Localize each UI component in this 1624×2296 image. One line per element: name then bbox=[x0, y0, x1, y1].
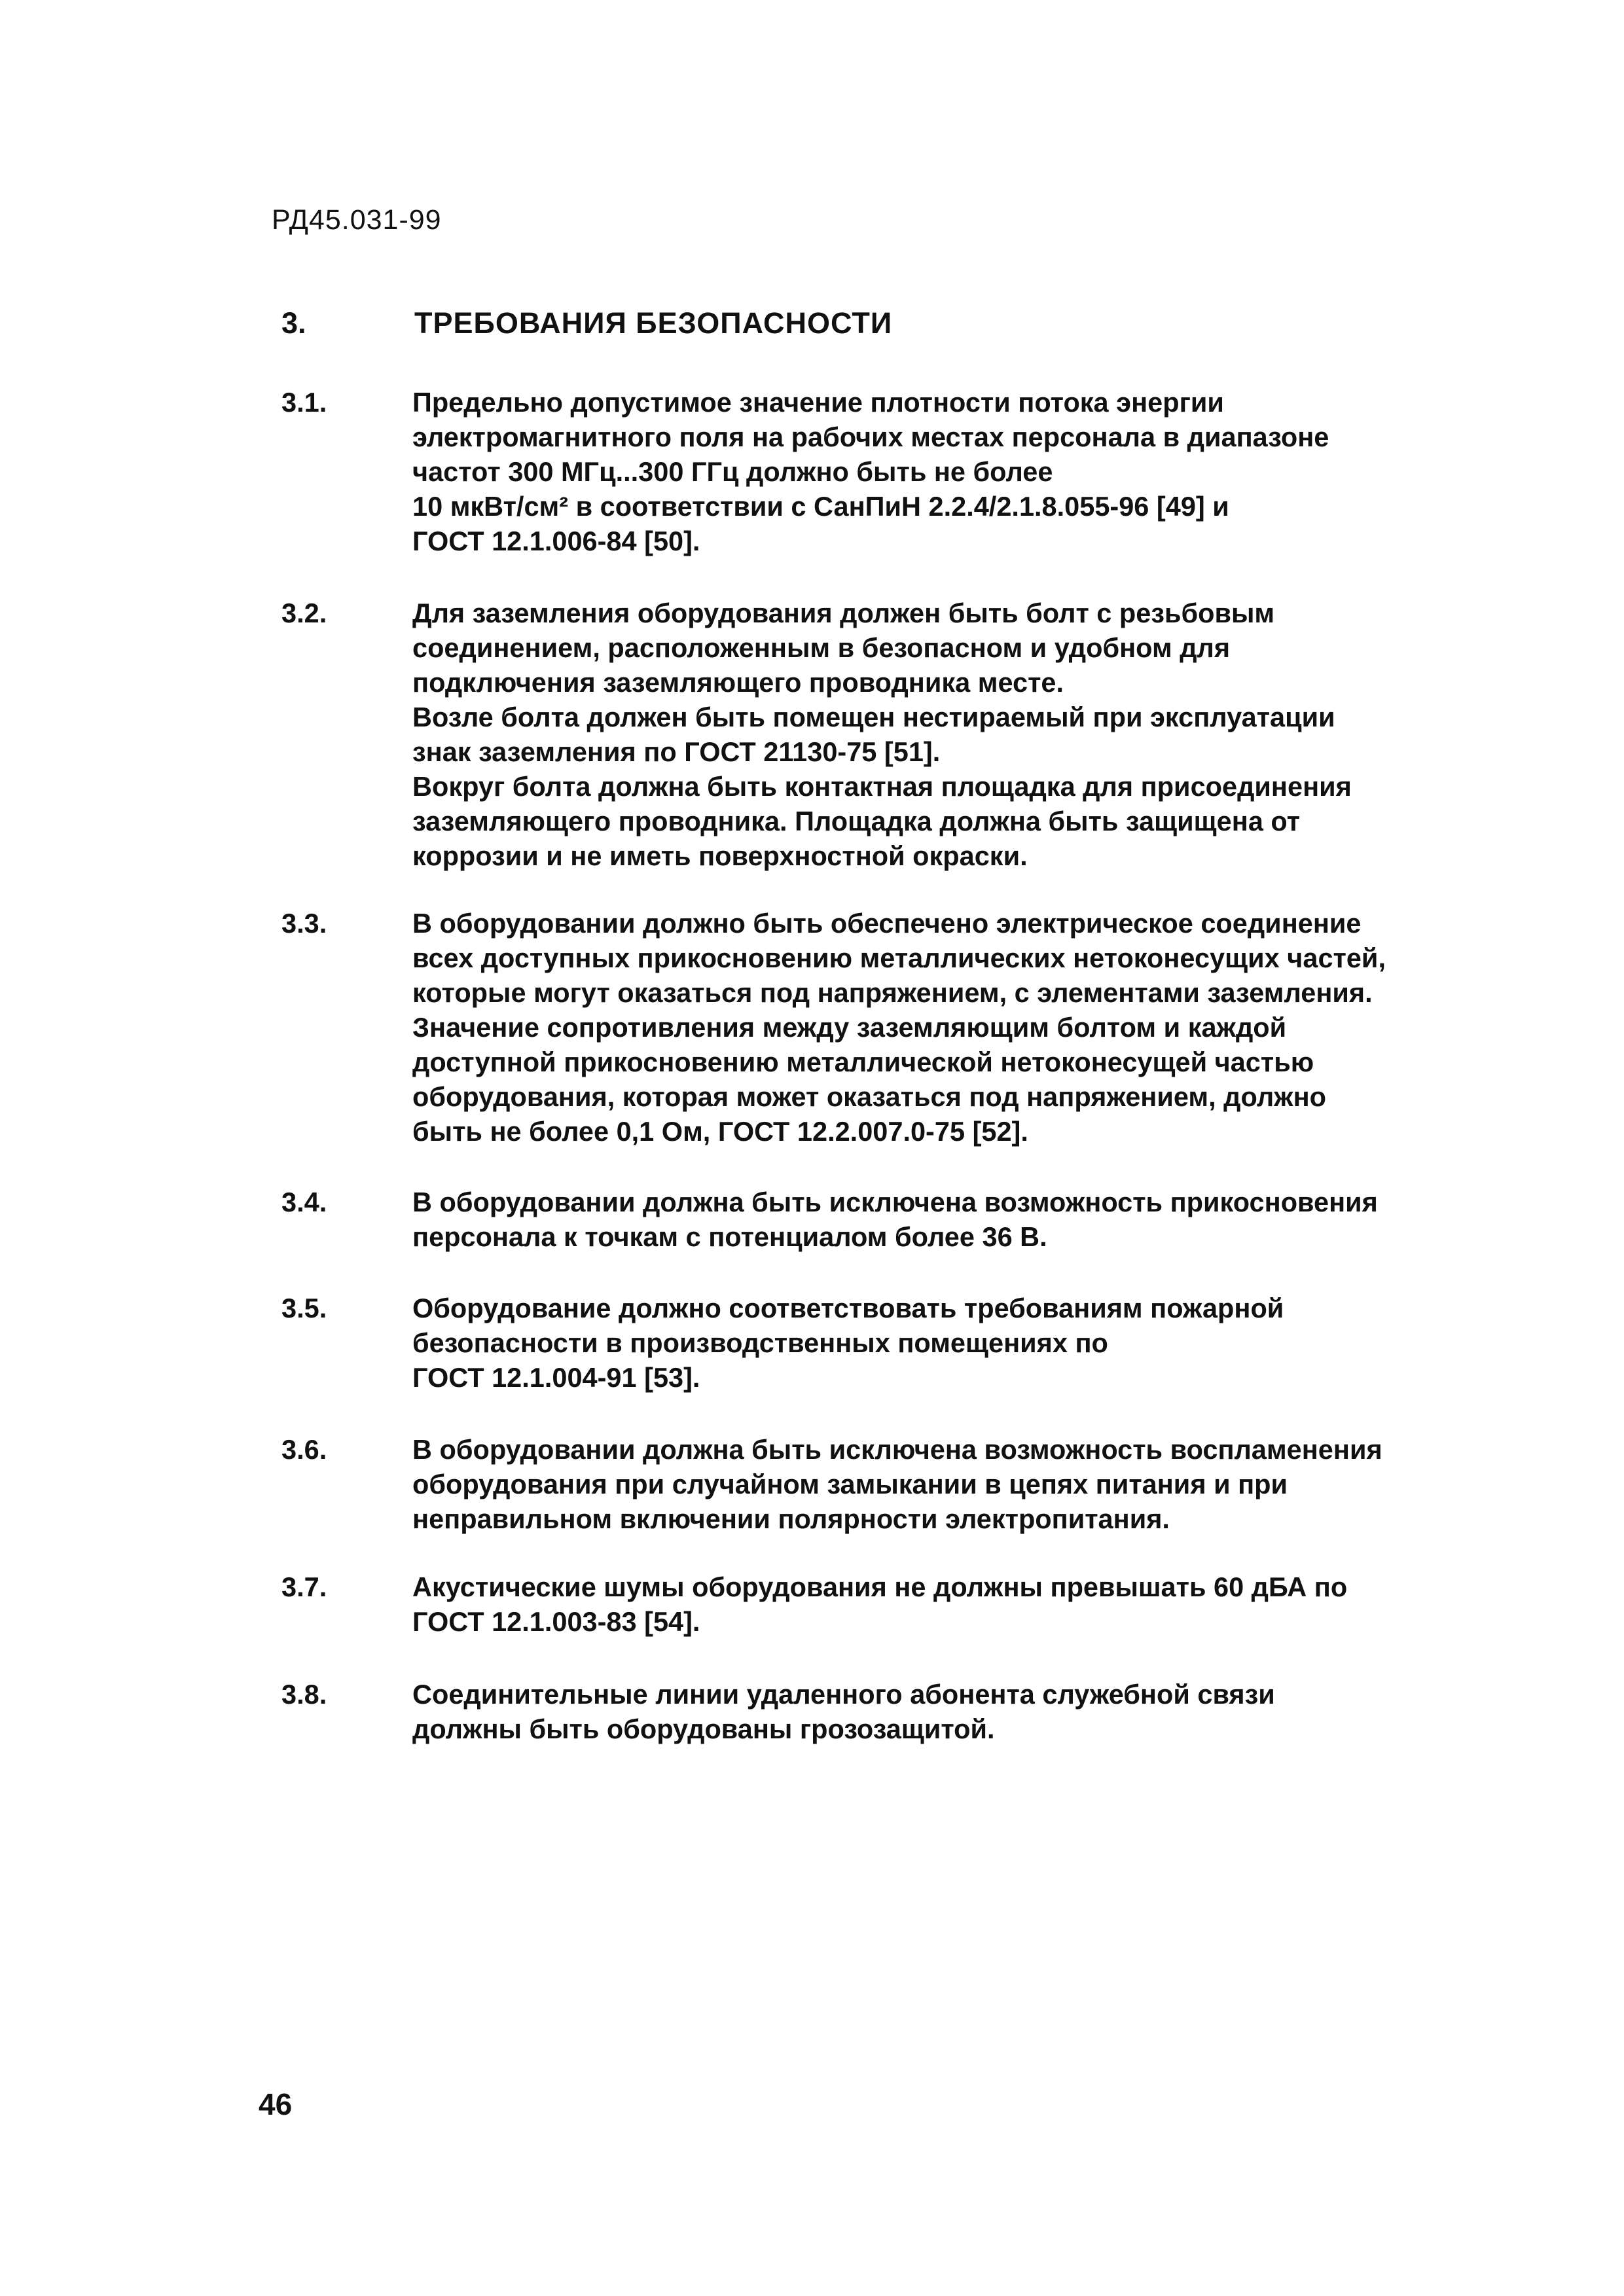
text-line: заземляющего проводника. Площадка должна быть защищена от bbox=[412, 806, 1301, 836]
text-line: оборудования, которая может оказаться под напряжением, должно bbox=[412, 1081, 1327, 1112]
text-line: Соединительные линии удаленного абонента служебной связи bbox=[412, 1679, 1275, 1710]
section-number: 3. bbox=[281, 306, 306, 340]
text-line: быть не более 0,1 Ом, ГОСТ 12.2.007.0-75 [52]. bbox=[412, 1116, 1028, 1147]
clause-text bbox=[412, 1570, 1564, 1639]
text-line: Для заземления оборудования должен быть болт с резьбовым bbox=[412, 598, 1275, 628]
clause-text bbox=[412, 1185, 1564, 1254]
text-line: В оборудовании должно быть обеспечено электрическое соединение bbox=[412, 908, 1362, 939]
text-line: частот 300 МГц...300 ГГц должно быть не более bbox=[412, 456, 1053, 487]
text-line: Возле болта должен быть помещен нестираемый при эксплуатации bbox=[412, 702, 1335, 732]
page-number: 46 bbox=[259, 2087, 293, 2121]
clause-number: 3.2. bbox=[281, 598, 327, 628]
text-line: Предельно допустимое значение плотности потока энергии bbox=[412, 387, 1224, 418]
section-title: ТРЕБОВАНИЯ БЕЗОПАСНОСТИ bbox=[414, 306, 893, 340]
clause-text bbox=[412, 1291, 1564, 1395]
text-line: персонала к точкам с потенциалом более 36 В. bbox=[412, 1221, 1047, 1252]
text-line: ГОСТ 12.1.004-91 [53]. bbox=[412, 1362, 700, 1393]
clause-number: 3.1. bbox=[281, 387, 327, 418]
text-line: Оборудование должно соответствовать требованиям пожарной bbox=[412, 1293, 1284, 1323]
text-line: доступной прикосновению металлической нетоконесущей частью bbox=[412, 1047, 1314, 1077]
text-line: электромагнитного поля на рабочих местах персонала в диапазоне bbox=[412, 422, 1329, 452]
text-line: неправильном включении полярности электропитания. bbox=[412, 1503, 1170, 1534]
text-line: ГОСТ 12.1.003-83 [54]. bbox=[412, 1606, 700, 1637]
clause-number: 3.3. bbox=[281, 908, 327, 939]
text-line: оборудования при случайном замыкании в цепях питания и при bbox=[412, 1469, 1288, 1499]
clause-text bbox=[412, 385, 1564, 558]
text-line: Вокруг болта должна быть контактная площадка для присоединения bbox=[412, 771, 1352, 802]
clause-text bbox=[412, 1677, 1564, 1746]
text-line: подключения заземляющего проводника месте. bbox=[412, 667, 1064, 698]
clause-text bbox=[412, 906, 1564, 1149]
text-line: которые могут оказаться под напряжением, с элементами заземления. bbox=[412, 977, 1373, 1008]
clause-number: 3.5. bbox=[281, 1293, 327, 1323]
text-line: должны быть оборудованы грозозащитой. bbox=[412, 1713, 995, 1744]
clause-text bbox=[412, 1432, 1564, 1536]
text-line: 10 мкВт/см² в соответствии с СанПиН 2.2.4/2.1.8.055-96 [49] и bbox=[412, 491, 1229, 522]
text-line: В оборудовании должна быть исключена возможность воспламенения bbox=[412, 1434, 1382, 1465]
clause-number: 3.8. bbox=[281, 1679, 327, 1710]
text-line: всех доступных прикосновению металлических нетоконесущих частей, bbox=[412, 942, 1386, 973]
text-line: безопасности в производственных помещениях по bbox=[412, 1327, 1108, 1358]
clause-number: 3.6. bbox=[281, 1434, 327, 1465]
text-line: ГОСТ 12.1.006-84 [50]. bbox=[412, 526, 700, 556]
clause-number: 3.7. bbox=[281, 1571, 327, 1602]
document-code: РД45.031-99 bbox=[272, 204, 442, 236]
text-line: Значение сопротивления между заземляющим болтом и каждой bbox=[412, 1012, 1287, 1043]
text-line: соединением, расположенным в безопасном и удобном для bbox=[412, 632, 1231, 663]
text-line: Акустические шумы оборудования не должны превышать 60 дБА по bbox=[412, 1571, 1348, 1602]
clause-text bbox=[412, 596, 1564, 873]
clause-number: 3.4. bbox=[281, 1187, 327, 1217]
text-line: коррозии и не иметь поверхностной окраски. bbox=[412, 840, 1028, 871]
text-line: знак заземления по ГОСТ 21130-75 [51]. bbox=[412, 736, 941, 767]
text-line: В оборудовании должна быть исключена возможность прикосновения bbox=[412, 1187, 1378, 1217]
